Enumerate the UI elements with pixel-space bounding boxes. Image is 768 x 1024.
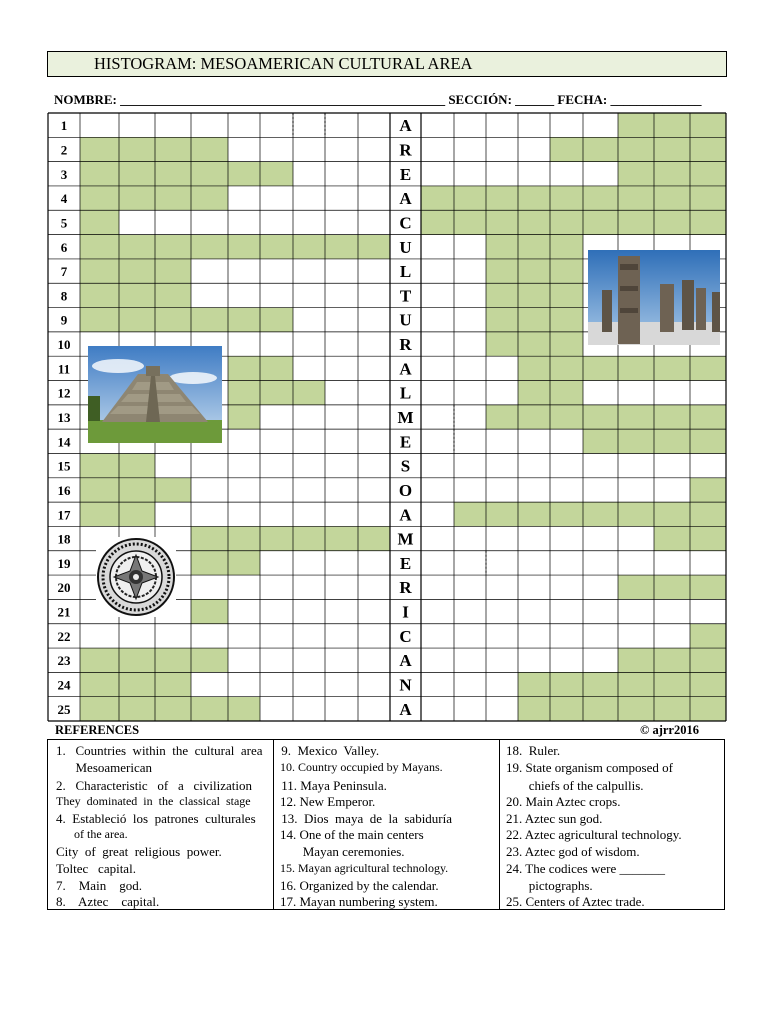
shaded-cell <box>155 283 191 307</box>
row-number: 18 <box>57 531 71 547</box>
reference-item: 20. Main Aztec crops. <box>506 794 621 809</box>
shaded-cell <box>80 186 119 210</box>
shaded-cell <box>293 381 325 405</box>
shaded-cell <box>550 186 583 210</box>
shaded-cell <box>654 526 690 550</box>
shaded-cell <box>119 453 155 477</box>
shaded-cell <box>518 186 550 210</box>
shaded-cell <box>191 162 228 186</box>
student-info-line: NOMBRE: __________________________________________________ SECCIÓN: ______ FECHA: ______________ <box>54 92 702 107</box>
key-letter: U <box>399 237 412 257</box>
reference-item: of the area. <box>56 827 128 841</box>
shaded-cell <box>80 478 119 502</box>
shaded-cell <box>486 332 518 356</box>
row-number: 6 <box>60 239 68 255</box>
shaded-cell <box>155 697 191 721</box>
reference-item: 17. Mayan numbering system. <box>280 894 438 909</box>
shaded-cell <box>155 186 191 210</box>
shaded-cell <box>618 697 654 721</box>
shaded-cell <box>155 162 191 186</box>
reference-item: 12. New Emperor. <box>280 794 376 809</box>
reference-item: They dominated in the classical stage <box>56 794 251 808</box>
row-number: 25 <box>57 701 71 717</box>
shaded-cell <box>260 308 293 332</box>
shaded-cell <box>155 672 191 696</box>
shaded-cell <box>486 308 518 332</box>
shaded-cell <box>550 697 583 721</box>
row-number: 10 <box>57 337 71 353</box>
row-number: 20 <box>57 580 71 596</box>
shaded-cell <box>618 672 654 696</box>
shaded-cell <box>550 332 583 356</box>
shaded-cell <box>80 283 119 307</box>
shaded-cell <box>486 186 518 210</box>
shaded-cell <box>228 308 260 332</box>
shaded-cell <box>191 599 228 623</box>
shaded-cell <box>454 210 486 234</box>
shaded-cell <box>654 405 690 429</box>
shaded-cell <box>550 502 583 526</box>
reference-item: 25. Centers of Aztec trade. <box>506 894 645 909</box>
shaded-cell <box>80 308 119 332</box>
reference-item: 23. Aztec god of wisdom. <box>506 844 640 859</box>
shaded-cell <box>690 502 726 526</box>
shaded-cell <box>155 308 191 332</box>
reference-item: 19. State organism composed of <box>506 760 673 775</box>
reference-item: 2. Characteristic of a civilization <box>56 778 253 793</box>
row-number: 14 <box>57 434 71 450</box>
reference-item: 4. Estableció los patrones culturales <box>56 811 256 826</box>
shaded-cell <box>550 235 583 259</box>
shaded-cell <box>155 137 191 161</box>
shaded-cell <box>518 259 550 283</box>
row-number: 23 <box>57 653 71 669</box>
shaded-cell <box>690 162 726 186</box>
shaded-cell <box>690 210 726 234</box>
reference-item: 10. Country occupied by Mayans. <box>280 760 443 774</box>
shaded-cell <box>654 210 690 234</box>
shaded-cell <box>119 186 155 210</box>
shaded-cell <box>119 697 155 721</box>
key-letter: N <box>399 675 412 695</box>
shaded-cell <box>518 235 550 259</box>
shaded-cell <box>119 283 155 307</box>
shaded-cell <box>654 429 690 453</box>
reference-item: 13. Dios maya de la sabiduría <box>278 811 453 826</box>
shaded-cell <box>191 648 228 672</box>
shaded-cell <box>654 137 690 161</box>
shaded-cell <box>654 356 690 380</box>
shaded-cell <box>155 259 191 283</box>
shaded-cell <box>191 526 228 550</box>
key-letter: R <box>399 578 412 598</box>
row-number: 17 <box>57 507 71 523</box>
shaded-cell <box>260 526 293 550</box>
shaded-cell <box>654 697 690 721</box>
atlantes-statues-photo <box>588 250 720 345</box>
reference-item: 24. The codices were _______ <box>506 861 665 876</box>
reference-item: Mesoamerican <box>56 760 153 775</box>
shaded-cell <box>550 308 583 332</box>
shaded-cell <box>654 648 690 672</box>
row-number: 21 <box>57 604 71 620</box>
key-letter: R <box>399 335 412 355</box>
key-letter: M <box>397 408 414 427</box>
shaded-cell <box>228 405 260 429</box>
shaded-cell <box>654 502 690 526</box>
shaded-cell <box>690 575 726 599</box>
shaded-cell <box>260 381 293 405</box>
reference-item: pictographs. <box>506 878 593 893</box>
references-column-2 <box>274 740 500 909</box>
shaded-cell <box>618 186 654 210</box>
shaded-cell <box>191 186 228 210</box>
row-number: 8 <box>60 288 68 304</box>
key-letter: O <box>398 480 413 500</box>
reference-item: 18. Ruler. <box>506 743 561 758</box>
shaded-cell <box>260 235 293 259</box>
shaded-cell <box>550 356 583 380</box>
key-letter: A <box>399 189 412 209</box>
key-letter: S <box>400 456 411 476</box>
shaded-cell <box>618 648 654 672</box>
shaded-cell <box>191 137 228 161</box>
shaded-cell <box>583 356 618 380</box>
shaded-cell <box>550 672 583 696</box>
shaded-cell <box>518 210 550 234</box>
row-number: 7 <box>60 264 68 280</box>
shaded-cell <box>690 356 726 380</box>
shaded-cell <box>228 162 260 186</box>
pyramid-image <box>88 346 222 443</box>
reference-item: City of great religious power. <box>56 844 222 859</box>
shaded-cell <box>228 551 260 575</box>
key-letter: R <box>399 140 412 160</box>
shaded-cell <box>690 478 726 502</box>
shaded-cell <box>583 672 618 696</box>
row-number: 22 <box>57 628 71 644</box>
key-letter: L <box>399 262 412 282</box>
reference-item: 9. Mexico Valley. <box>278 743 380 758</box>
aztec-calendar-image <box>96 537 176 617</box>
shaded-cell <box>80 502 119 526</box>
shaded-cell <box>618 575 654 599</box>
pyramid-photo <box>88 346 222 443</box>
shaded-cell <box>690 526 726 550</box>
shaded-cell <box>654 162 690 186</box>
shaded-cell <box>80 137 119 161</box>
shaded-cell <box>191 235 228 259</box>
row-number: 13 <box>57 410 71 425</box>
shaded-cell <box>191 697 228 721</box>
shaded-cell <box>80 697 119 721</box>
reference-item: 7. Main god. <box>56 878 142 893</box>
reference-item: 16. Organized by the calendar. <box>280 878 439 893</box>
shaded-cell <box>550 259 583 283</box>
reference-item: Toltec capital. <box>56 861 136 876</box>
shaded-cell <box>690 137 726 161</box>
shaded-cell <box>486 502 518 526</box>
references-box <box>47 739 725 910</box>
reference-item: 21. Aztec sun god. <box>506 811 603 826</box>
shaded-cell <box>618 113 654 137</box>
key-letter: T <box>399 286 412 306</box>
key-letter: A <box>399 116 412 136</box>
reference-item: 15. Mayan agricultural technology. <box>280 861 449 875</box>
shaded-cell <box>119 162 155 186</box>
shaded-cell <box>550 405 583 429</box>
reference-item: Mayan ceremonies. <box>280 844 405 859</box>
row-number: 2 <box>60 142 68 158</box>
key-letter: A <box>399 651 412 671</box>
key-letter: I <box>402 602 409 622</box>
reference-item: 22. Aztec agricultural technology. <box>506 827 682 842</box>
references-label: REFERENCES <box>55 723 140 737</box>
shaded-cell <box>486 210 518 234</box>
shaded-cell <box>454 502 486 526</box>
row-number: 9 <box>60 312 68 328</box>
shaded-cell <box>690 624 726 648</box>
key-letter: E <box>399 432 412 452</box>
shaded-cell <box>228 235 260 259</box>
shaded-cell <box>80 259 119 283</box>
shaded-cell <box>119 648 155 672</box>
key-letter: A <box>399 699 412 719</box>
row-number: 4 <box>60 191 68 207</box>
shaded-cell <box>583 429 618 453</box>
shaded-cell <box>690 697 726 721</box>
key-letter: U <box>399 310 412 330</box>
shaded-cell <box>80 162 119 186</box>
shaded-cell <box>618 502 654 526</box>
shaded-cell <box>583 137 618 161</box>
shaded-cell <box>518 405 550 429</box>
row-number: 12 <box>57 385 71 401</box>
shaded-cell <box>80 453 119 477</box>
shaded-cell <box>191 308 228 332</box>
shaded-cell <box>550 283 583 307</box>
shaded-cell <box>518 697 550 721</box>
shaded-cell <box>618 405 654 429</box>
shaded-cell <box>228 381 260 405</box>
shaded-cell <box>119 235 155 259</box>
key-letter: M <box>397 529 414 549</box>
reference-item: 1. Countries within the cultural area <box>56 743 263 758</box>
page-title: HISTOGRAM: MESOAMERICAN CULTURAL AREA <box>94 54 473 73</box>
shaded-cell <box>119 259 155 283</box>
shaded-cell <box>518 381 550 405</box>
shaded-cell <box>550 137 583 161</box>
reference-item: 8. Aztec capital. <box>56 894 160 909</box>
copyright-text: © ajrr2016 <box>640 723 699 737</box>
shaded-cell <box>325 235 358 259</box>
shaded-cell <box>260 162 293 186</box>
shaded-cell <box>618 210 654 234</box>
shaded-cell <box>618 137 654 161</box>
shaded-cell <box>228 697 260 721</box>
shaded-cell <box>518 356 550 380</box>
key-letter: C <box>399 213 412 233</box>
shaded-cell <box>191 551 228 575</box>
shaded-cell <box>583 502 618 526</box>
key-letter: A <box>399 359 412 379</box>
key-letter: E <box>399 164 412 184</box>
shaded-cell <box>690 429 726 453</box>
shaded-cell <box>155 648 191 672</box>
shaded-cell <box>119 137 155 161</box>
shaded-cell <box>654 186 690 210</box>
shaded-cell <box>155 235 191 259</box>
shaded-cell <box>690 648 726 672</box>
reference-item: 14. One of the main centers <box>280 827 424 842</box>
statues-image <box>588 250 720 345</box>
row-number: 11 <box>57 361 71 377</box>
shaded-cell <box>486 283 518 307</box>
references-column-1 <box>48 740 274 909</box>
shaded-cell <box>690 672 726 696</box>
shaded-cell <box>518 308 550 332</box>
shaded-cell <box>293 235 325 259</box>
shaded-cell <box>486 235 518 259</box>
key-letter: A <box>399 505 412 525</box>
shaded-cell <box>518 502 550 526</box>
shaded-cell <box>119 478 155 502</box>
row-number: 24 <box>57 677 71 693</box>
shaded-cell <box>550 381 583 405</box>
key-letter: C <box>399 626 412 646</box>
shaded-cell <box>518 672 550 696</box>
shaded-cell <box>454 186 486 210</box>
shaded-cell <box>80 210 119 234</box>
row-number: 19 <box>57 555 71 571</box>
shaded-cell <box>119 672 155 696</box>
shaded-cell <box>486 259 518 283</box>
shaded-cell <box>293 526 325 550</box>
shaded-cell <box>421 210 454 234</box>
shaded-cell <box>583 405 618 429</box>
shaded-cell <box>583 697 618 721</box>
shaded-cell <box>583 210 618 234</box>
shaded-cell <box>358 526 390 550</box>
key-letter: L <box>399 383 412 403</box>
aztec-calendar-photo <box>96 537 176 617</box>
row-number: 1 <box>60 118 68 134</box>
reference-item: chiefs of the calpullis. <box>506 778 644 793</box>
shaded-cell <box>119 308 155 332</box>
shaded-cell <box>80 672 119 696</box>
shaded-cell <box>155 478 191 502</box>
shaded-cell <box>486 405 518 429</box>
shaded-cell <box>690 113 726 137</box>
shaded-cell <box>690 186 726 210</box>
reference-item: 11. Maya Peninsula. <box>278 778 387 793</box>
shaded-cell <box>690 405 726 429</box>
shaded-cell <box>80 235 119 259</box>
shaded-cell <box>80 648 119 672</box>
shaded-cell <box>618 162 654 186</box>
shaded-cell <box>518 283 550 307</box>
row-number: 15 <box>57 458 71 474</box>
shaded-cell <box>654 672 690 696</box>
shaded-cell <box>550 210 583 234</box>
row-number: 3 <box>60 166 68 182</box>
key-letter: E <box>399 553 412 573</box>
shaded-cell <box>654 113 690 137</box>
shaded-cell <box>518 332 550 356</box>
shaded-cell <box>325 526 358 550</box>
shaded-cell <box>119 502 155 526</box>
shaded-cell <box>358 235 390 259</box>
row-number: 5 <box>60 215 68 231</box>
shaded-cell <box>618 429 654 453</box>
shaded-cell <box>228 356 260 380</box>
shaded-cell <box>618 356 654 380</box>
shaded-cell <box>583 186 618 210</box>
shaded-cell <box>654 575 690 599</box>
references-column-3 <box>500 740 726 909</box>
shaded-cell <box>421 186 454 210</box>
shaded-cell <box>260 356 293 380</box>
shaded-cell <box>228 526 260 550</box>
row-number: 16 <box>57 482 71 498</box>
